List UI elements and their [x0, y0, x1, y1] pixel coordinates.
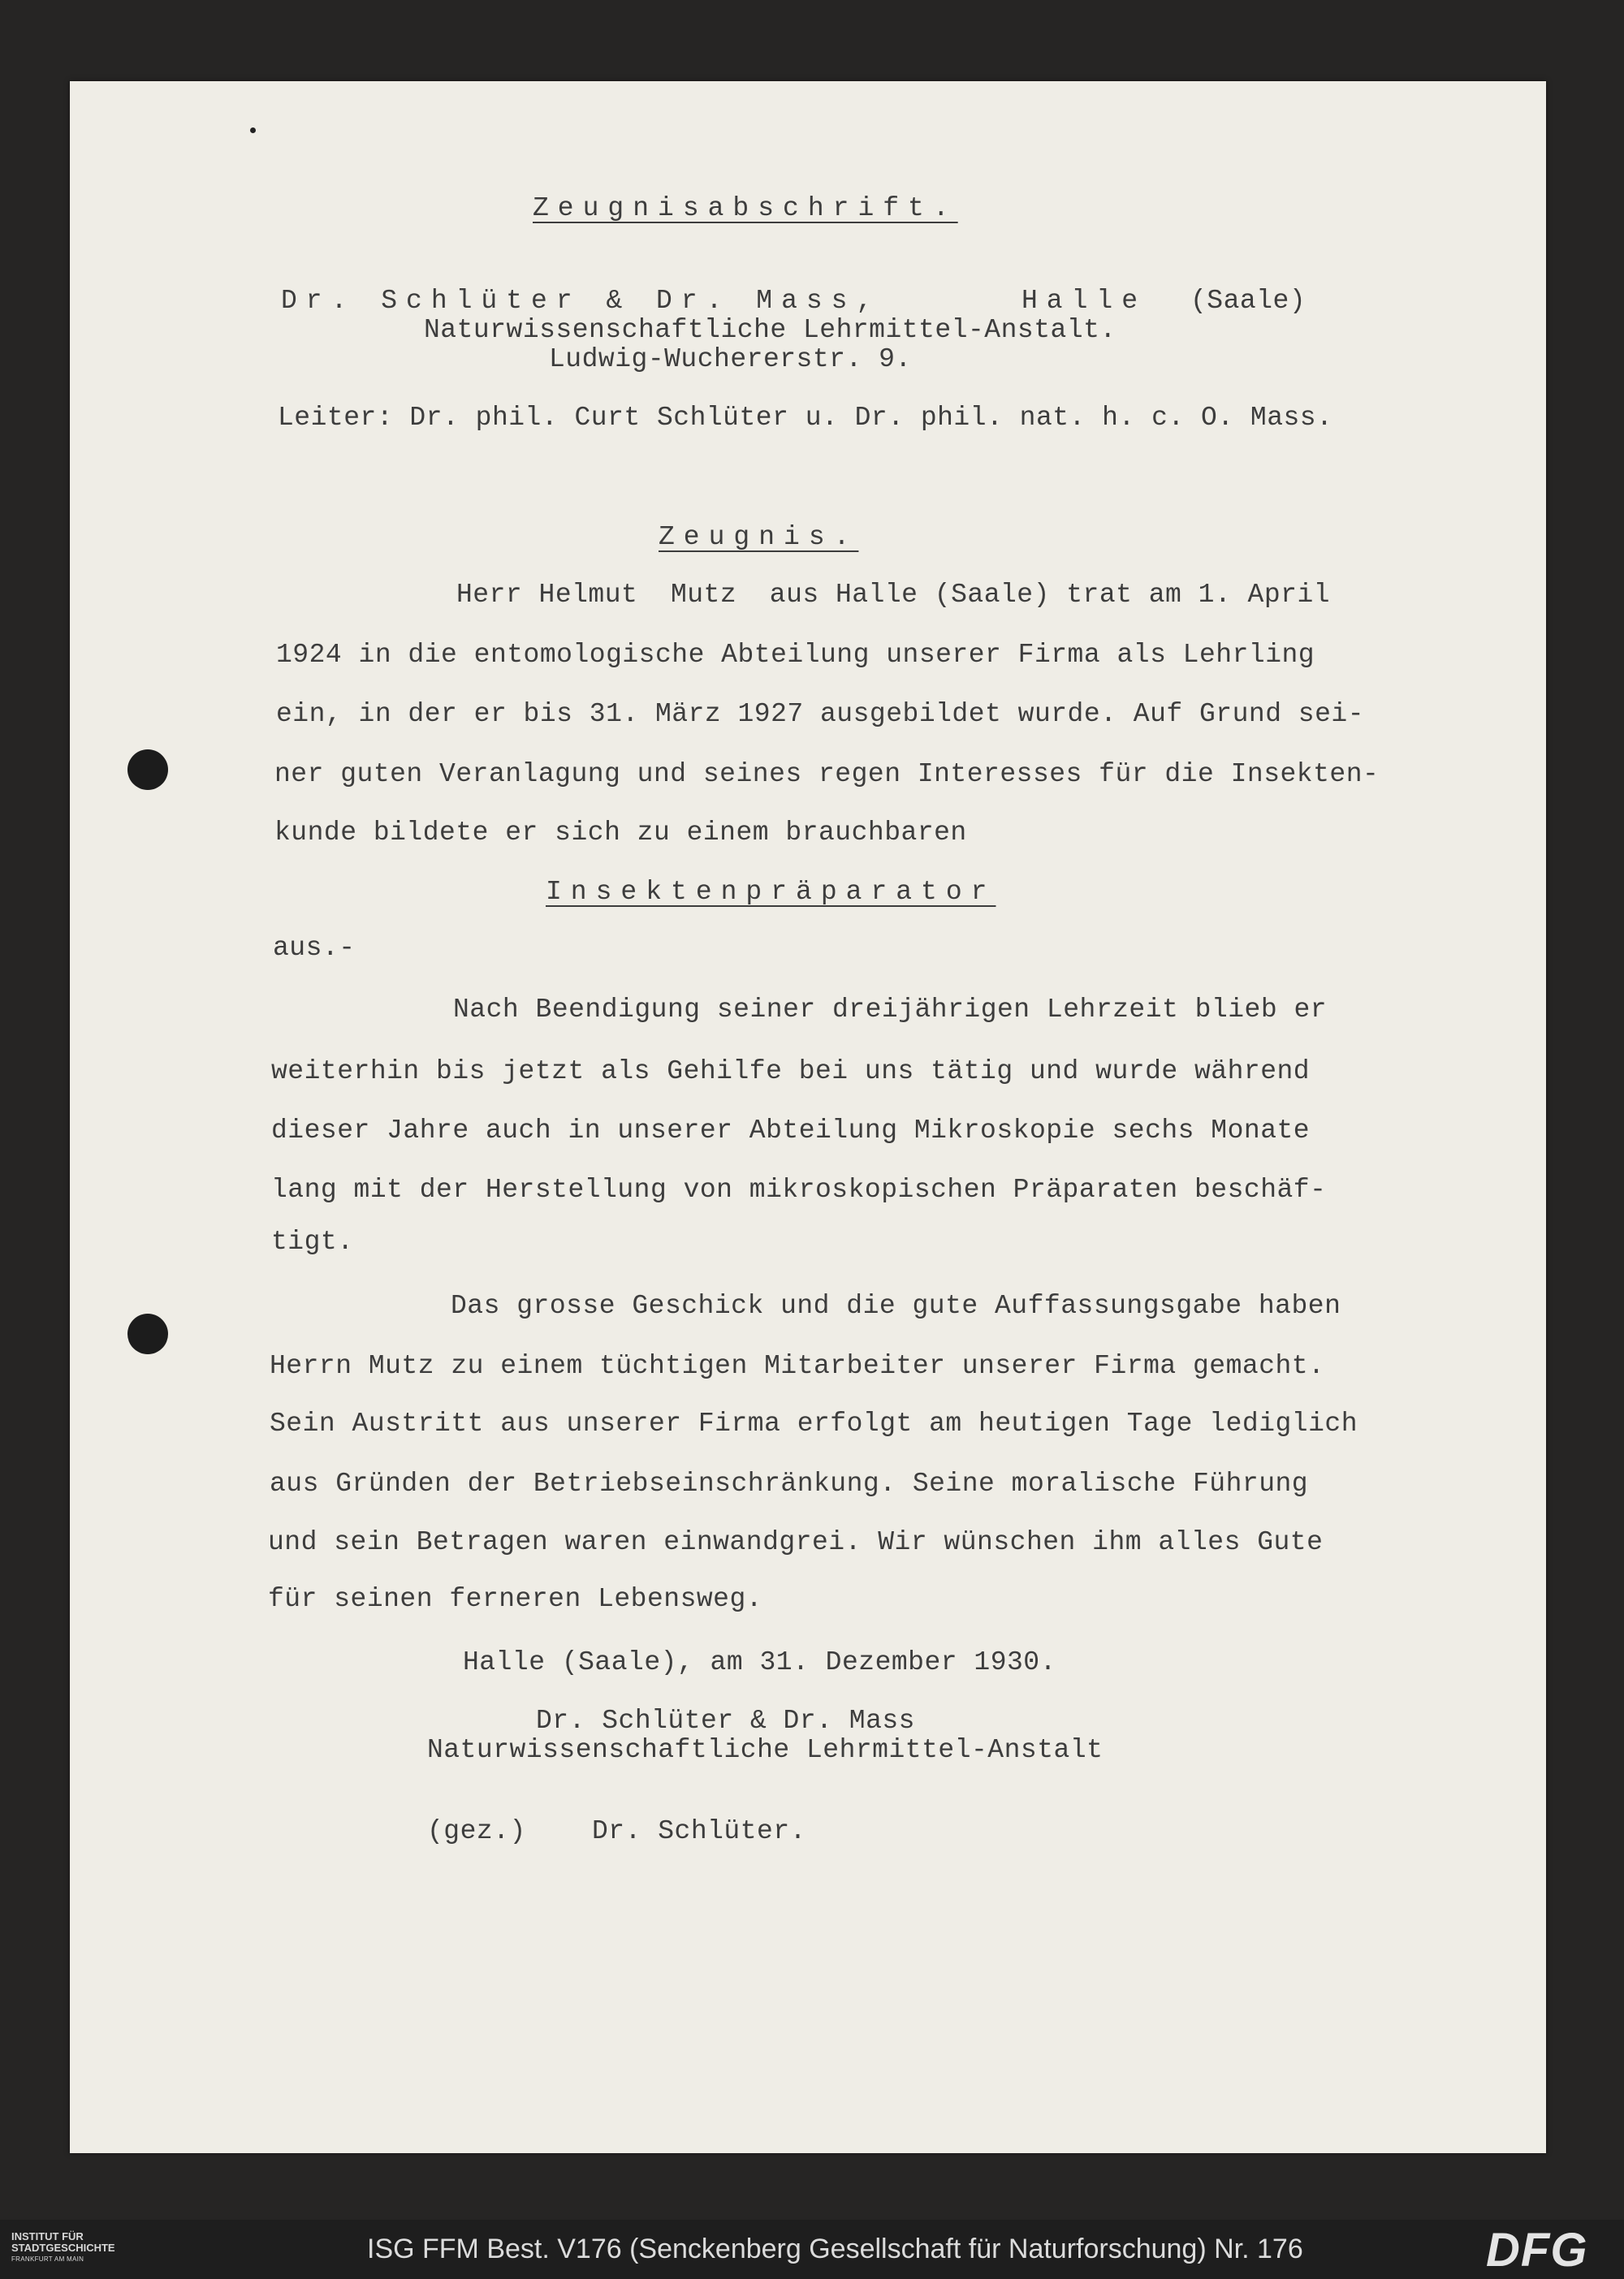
body-emphasis: Insektenpräparator	[546, 877, 996, 907]
signed-name: Dr. Schlüter.	[592, 1816, 806, 1846]
document-title: Zeugnisabschrift.	[533, 193, 958, 223]
directors-line: Leiter: Dr. phil. Curt Schlüter u. Dr. phil. nat. h. c. O. Mass.	[278, 403, 1333, 433]
body-line: Nach Beendigung seiner dreijährigen Lehrzeit blieb er	[453, 995, 1328, 1025]
body-line: tigt.	[271, 1227, 354, 1257]
signoff-firm: Dr. Schlüter & Dr. Mass	[536, 1706, 915, 1736]
archive-caption: ISG FFM Best. V176 (Senckenberg Gesellschaft für Naturforschung) Nr. 176	[367, 2234, 1303, 2264]
body-line: Das grosse Geschick und die gute Auffassungsgabe haben	[451, 1291, 1341, 1321]
institute-logo-line: INSTITUT FÜR	[11, 2230, 84, 2242]
place-date: Halle (Saale), am 31. Dezember 1930.	[463, 1647, 1056, 1677]
institute-logo	[11, 2231, 141, 2265]
body-line: 1924 in die entomologische Abteilung unserer Firma als Lehrling	[276, 640, 1315, 670]
body-line: und sein Betragen waren einwandgrei. Wir wünschen ihm alles Gute	[268, 1527, 1324, 1557]
body-line: kunde bildete er sich zu einem brauchbaren	[274, 818, 967, 848]
letterhead-region: (Saale)	[1190, 286, 1307, 316]
signoff-institute: Naturwissenschaftliche Lehrmittel-Anstalt	[427, 1735, 1104, 1765]
body-line: lang mit der Herstellung von mikroskopischen Präparaten beschäf-	[271, 1175, 1327, 1205]
body-line: Sein Austritt aus unserer Firma erfolgt am heutigen Tage lediglich	[270, 1409, 1358, 1439]
institute-logo-line: STADTGESCHICHTE	[11, 2242, 115, 2254]
certificate-heading: Zeugnis.	[659, 522, 859, 552]
institute-logo-line: FRANKFURT AM MAIN	[11, 2255, 84, 2263]
body-line: für seinen ferneren Lebensweg.	[268, 1584, 763, 1614]
punch-hole-top	[127, 749, 168, 790]
body-line: aus Gründen der Betriebseinschränkung. Seine moralische Führung	[270, 1469, 1309, 1499]
body-line: aus.-	[273, 933, 356, 963]
dfg-logo: DFG	[1486, 2224, 1588, 2277]
document-page	[70, 81, 1546, 2153]
body-line: ein, in der er bis 31. März 1927 ausgebildet wurde. Auf Grund sei-	[276, 699, 1365, 729]
body-line: Herrn Mutz zu einem tüchtigen Mitarbeiter unserer Firma gemacht.	[270, 1351, 1325, 1381]
letterhead-institute: Naturwissenschaftliche Lehrmittel-Anstalt.	[424, 315, 1116, 345]
letterhead-firm: Dr. Schlüter & Dr. Mass,	[281, 286, 882, 316]
signed-prefix: (gez.)	[427, 1816, 526, 1846]
archive-footer-bar	[0, 2220, 1624, 2279]
body-line: weiterhin bis jetzt als Gehilfe bei uns tätig und wurde während	[271, 1056, 1311, 1086]
body-line: dieser Jahre auch in unserer Abteilung Mikroskopie sechs Monate	[271, 1116, 1311, 1146]
body-line: Herr Helmut Mutz aus Halle (Saale) trat am 1. April	[456, 580, 1331, 610]
ink-speck	[250, 127, 256, 133]
body-line: ner guten Veranlagung und seines regen Interesses für die Insekten-	[274, 759, 1380, 789]
punch-hole-bottom	[127, 1314, 168, 1354]
letterhead-city: Halle	[1021, 286, 1147, 316]
letterhead-address: Ludwig-Wuchererstr. 9.	[549, 344, 912, 374]
